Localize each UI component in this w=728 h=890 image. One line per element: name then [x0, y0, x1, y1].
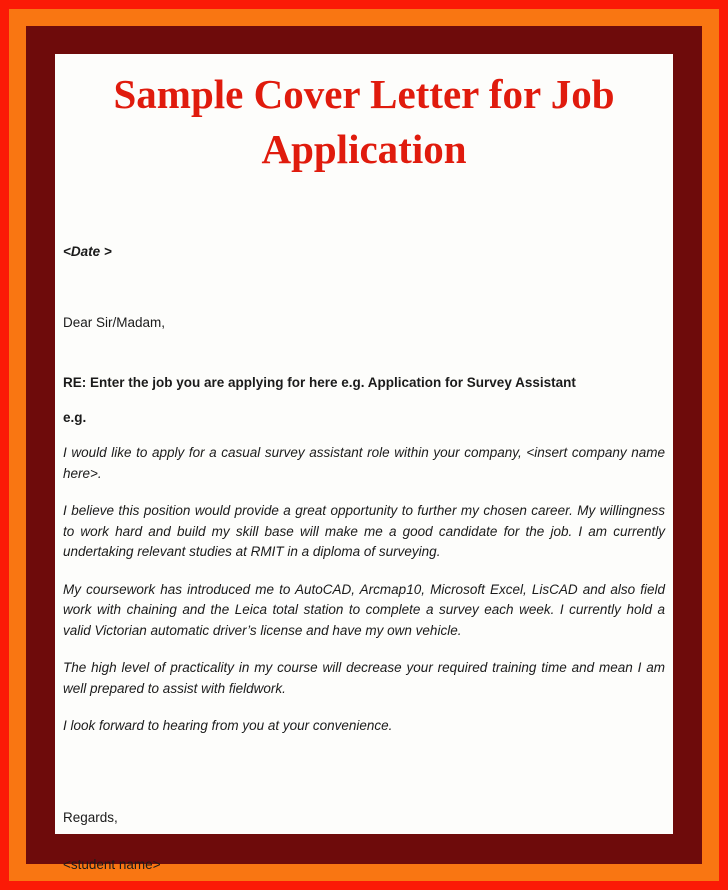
subject-line: RE: Enter the job you are applying for here e.g. Application for Survey Assistant: [63, 374, 576, 390]
date-placeholder: <Date >: [63, 243, 112, 259]
page-title: Sample Cover Letter for Job Application: [113, 71, 615, 172]
body-paragraph: I would like to apply for a casual survey assistant role within your company, <insert company name here>.: [63, 445, 665, 481]
orange-border: [9, 9, 719, 881]
spacer-after-example-label: [63, 426, 665, 443]
signature-placeholder: <student name>: [63, 857, 161, 873]
body-paragraph: My coursework has introduced me to AutoCAD, Arcmap10, Microsoft Excel, LisCAD and also field work with chaining and the Leica total station to complete a survey each week. I currently hold a valid Victorian automatic driver’s license and have my own vehicle.: [63, 581, 665, 638]
letter-page: [55, 54, 673, 873]
title-spacer: [55, 177, 673, 243]
maroon-border: [26, 26, 702, 873]
salutation-line: Dear Sir/Madam,: [63, 315, 166, 331]
spacer-after-salutation: [63, 332, 665, 374]
body-paragraph: I look forward to hearing from you at your convenience.: [63, 718, 393, 734]
spacer-after-date: [63, 260, 665, 314]
closing-line: Regards,: [63, 809, 118, 825]
spacer-after-closing: [63, 826, 665, 856]
spacer-after-subject: [63, 392, 665, 409]
spacer-before-closing: [63, 754, 665, 809]
letter-content: [59, 243, 669, 874]
body-paragraph: The high level of practicality in my course will decrease your required training time and mean I am well prepared to assist with fieldwork.: [63, 660, 665, 696]
example-label: e.g.: [63, 409, 87, 425]
body-paragraph: I believe this position would provide a great opportunity to further my chosen career. My willingness to work hard and build my skill base will make me a good candidate for the job. I am currently undertaking relevant studies at RMIT in a diploma of surveying.: [63, 503, 665, 560]
